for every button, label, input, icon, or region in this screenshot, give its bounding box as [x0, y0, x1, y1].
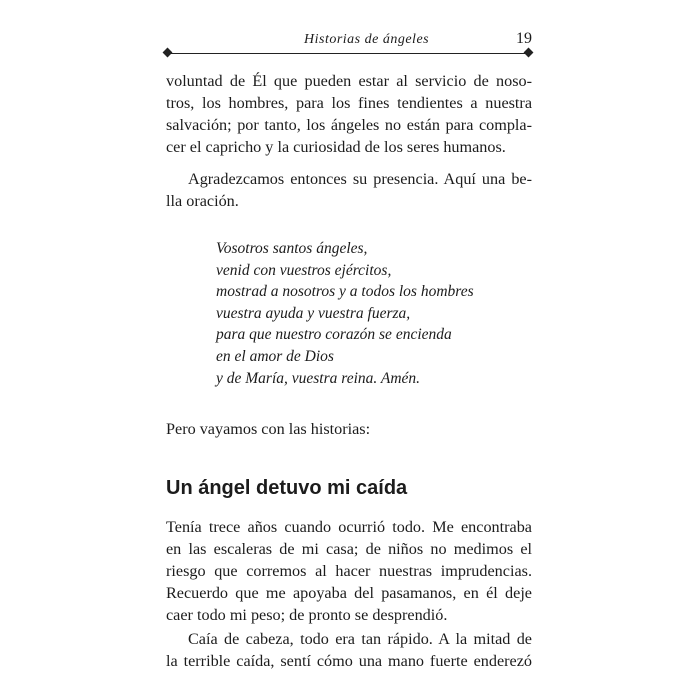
running-title: Historias de ángeles [304, 32, 430, 47]
text-line: riesgo que corremos al hacer nuestras imprudencias. [166, 562, 532, 580]
text-line: caer todo mi peso; de pronto se desprendió. [166, 606, 448, 624]
verse-line: para que nuestro corazón se encienda [216, 326, 452, 344]
verse-line: vuestra ayuda y vuestra fuerza, [216, 304, 411, 322]
text-line: lla oración. [166, 192, 239, 210]
paragraph [166, 628, 532, 672]
verse-line: en el amor de Dios [216, 347, 334, 365]
text-line: Caía de cabeza, todo era tan rápido. A la mitad de [188, 630, 532, 648]
text-line: en las escaleras de mi casa; de niños no medimos el [166, 540, 532, 558]
paragraph [166, 168, 532, 212]
paragraph [166, 516, 532, 626]
diamond-ornament-icon [163, 48, 173, 58]
text-line: Tenía trece años cuando ocurrió todo. Me encontraba [166, 518, 532, 536]
text-line: voluntad de Él que pueden estar al servicio de noso- [166, 72, 532, 90]
text-line: Pero vayamos con las historias: [166, 420, 371, 438]
header-rule [168, 53, 528, 54]
paragraph [166, 418, 532, 440]
text-line: la terrible caída, sentí cómo una mano fuerte enderezó [166, 652, 532, 670]
text-line: salvación; por tanto, los ángeles no están para compla- [166, 116, 532, 134]
diamond-ornament-icon [524, 48, 534, 58]
verse-line: venid con vuestros ejércitos, [216, 261, 392, 279]
text-line: cer el capricho y la curiosidad de los seres humanos. [166, 138, 506, 156]
text-line: Recuerdo que me apoyaba del pasamanos, en él deje [166, 584, 532, 602]
running-head [164, 28, 536, 58]
verse-line: mostrad a nosotros y a todos los hombres [216, 283, 474, 301]
text-line: tros, los hombres, para los fines tendientes a nuestra [166, 94, 532, 112]
section-heading: Un ángel detuvo mi caída [166, 477, 408, 499]
page-number: 19 [516, 30, 532, 47]
prayer-verse [216, 238, 474, 389]
text-line: Agradezcamos entonces su presencia. Aquí una be- [188, 170, 532, 188]
book-page [150, 20, 535, 690]
verse-line: Vosotros santos ángeles, [216, 240, 368, 257]
paragraph [166, 70, 532, 158]
verse-line: y de María, vuestra reina. Amén. [216, 369, 421, 387]
